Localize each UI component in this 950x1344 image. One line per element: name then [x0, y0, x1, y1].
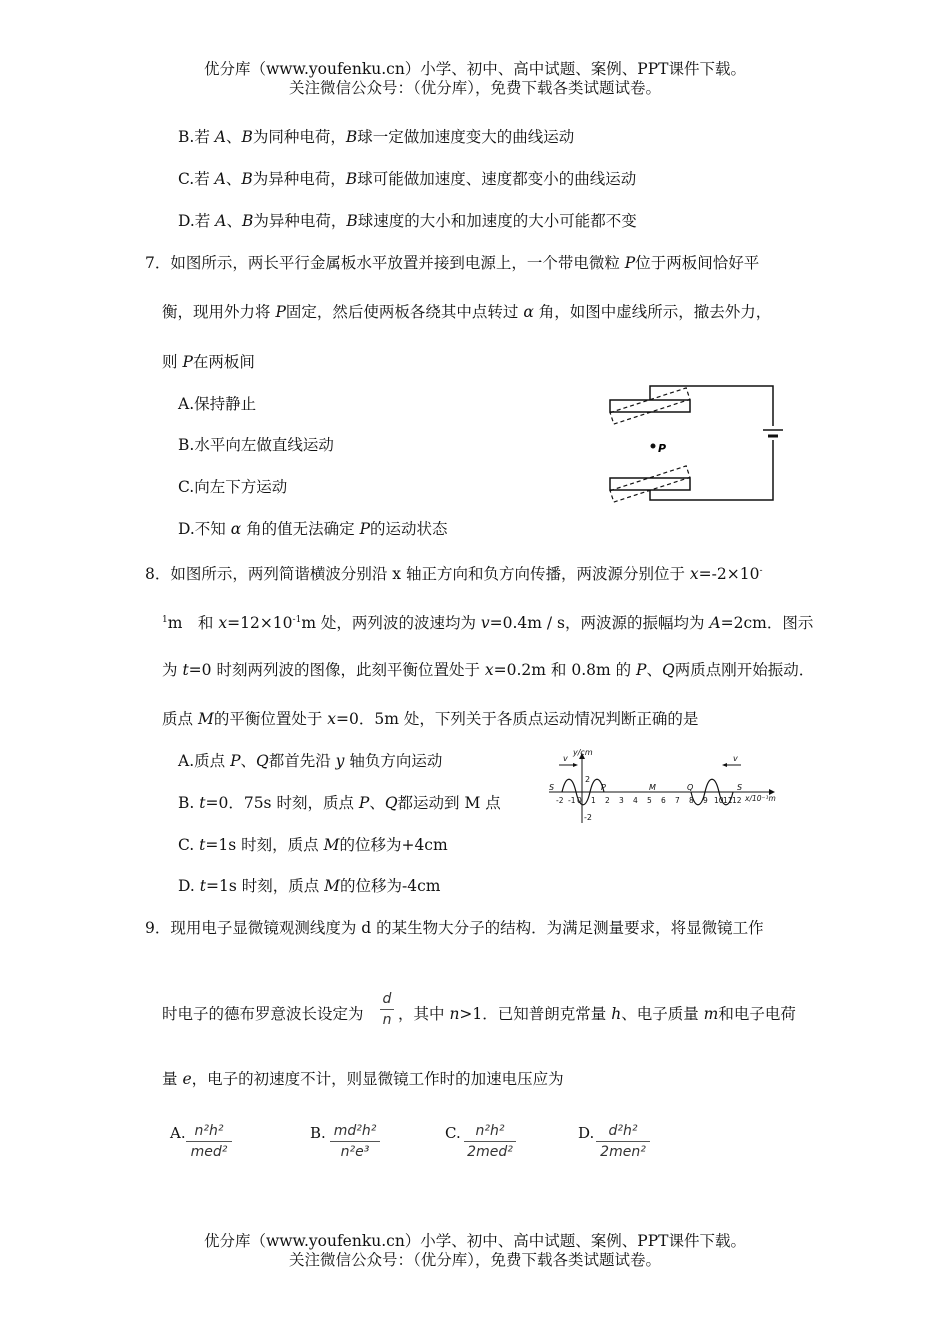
x-tick-labels [556, 796, 742, 805]
q7-stem-line2: 衡，现用外力将 P固定，然后使两板各绕其中点转过 α 角，如图中虚线所示，撤去外力， [162, 303, 772, 321]
x-axis-label: x/10⁻¹m [745, 794, 776, 803]
velocity-label-left: v [563, 754, 568, 763]
q8-option-d: D. t=1s 时刻，质点 M的位移为-4cm [178, 877, 441, 895]
point-p: P [601, 783, 606, 792]
q6-option-b: B.若 A、B为同种电荷，B球一定做加速度变大的曲线运动 [178, 128, 575, 146]
q9-option-d-label: D. [578, 1124, 595, 1142]
x-tick: 9 [703, 796, 708, 805]
q7-option-d: D.不知 α 角的值无法确定 P的运动状态 [178, 520, 448, 538]
q9-stem-line2a: 时电子的德布罗意波长设定为 [162, 1005, 364, 1023]
q8-option-b: B. t=0．75s 时刻，质点 P、Q都运动到 M 点 [178, 794, 501, 812]
q9-wavelength-fraction: d n [380, 990, 394, 1029]
x-tick: 12 [732, 796, 742, 805]
x-tick: 0 [577, 796, 582, 805]
q9-option-d-fraction: d²h² 2men² [596, 1122, 650, 1161]
particle-p [651, 444, 656, 449]
q8-stem-line4: 质点 M的平衡位置处于 x=0．5m 处，下列关于各质点运动情况判断正确的是 [162, 710, 699, 728]
q7-option-c: C.向左下方运动 [178, 478, 288, 496]
header-line-2: 关注微信公众号：（优分库），免费下载各类试题试卷。 [288, 79, 661, 97]
x-tick: 10 [714, 796, 724, 805]
x-tick: 4 [633, 796, 638, 805]
x-tick: 5 [647, 796, 652, 805]
top-plate [610, 400, 690, 412]
x-tick: 1 [591, 796, 596, 805]
point-s-left: S [549, 783, 555, 792]
q9-option-c-fraction: n²h² 2med² [464, 1122, 516, 1161]
bottom-wire [650, 440, 773, 500]
q6-option-c: C.若 A、B为异种电荷，B球可能做加速度、速度都变小的曲线运动 [178, 170, 637, 188]
y-axis-label: y/cm [573, 748, 593, 757]
x-tick: 7 [675, 796, 680, 805]
q9-stem-line1: 9．现用电子显微镜观测线度为 d 的某生物大分子的结构．为满足测量要求，将显微镜工作 [145, 919, 764, 937]
footer-line-1: 优分库（www.youfenku.cn）小学、初中、高中试题、案例、PPT课件下载。 [203, 1232, 747, 1250]
q6-option-d: D.若 A、B为异种电荷，B球速度的大小和加速度的大小可能都不变 [178, 212, 637, 230]
y-tick-2: 2 [585, 775, 591, 784]
q9-option-c-label: C. [445, 1124, 461, 1142]
x-tick: -1 [568, 796, 576, 805]
q9-option-a-label: A. [170, 1124, 186, 1142]
q8-option-c: C. t=1s 时刻，质点 M的位移为+4cm [178, 836, 448, 854]
point-m: M [649, 783, 656, 792]
bottom-plate [610, 478, 690, 490]
footer-line-2: 关注微信公众号：（优分库），免费下载各类试题试卷。 [288, 1251, 661, 1269]
q9-option-b-label: B. [310, 1124, 326, 1142]
point-s-right: S [737, 783, 743, 792]
q9-stem-line3: 量 e，电子的初速度不计，则显微镜工作时的加速电压应为 [162, 1070, 564, 1088]
x-tick: 3 [619, 796, 624, 805]
particle-p-label: P [658, 442, 667, 455]
q8-stem-line1: 8．如图所示，两列简谐横波分别沿 x 轴正方向和负方向传播，两波源分别位于 x=-2×10- [145, 565, 763, 584]
point-q: Q [687, 783, 694, 792]
x-tick: 6 [661, 796, 666, 805]
q7-capacitor-figure [605, 378, 785, 508]
q7-option-a: A.保持静止 [178, 395, 257, 413]
q8-option-a: A.质点 P、Q都首先沿 y 轴负方向运动 [178, 752, 443, 770]
q9-option-b-fraction: md²h² n²e³ [330, 1122, 380, 1161]
q8-wave-figure [545, 747, 785, 827]
velocity-label-right: v [733, 754, 738, 763]
x-tick: 2 [605, 796, 610, 805]
x-tick: -2 [556, 796, 564, 805]
q8-stem-line3: 为 t=0 时刻两列波的图像，此刻平衡位置处于 x=0.2m 和 0.8m 的 P、Q两质点刚开始振动． [162, 661, 815, 679]
q8-stem-line2: $^1$m 和 $x=12\times 10^{-1}m$ 处，两列波的波速均为 v=0.4m / s，两波源的振幅均为 A=2cm．图示 [162, 614, 814, 633]
q7-stem-line1: 7．如图所示，两长平行金属板水平放置并接到电源上，一个带电微粒 P位于两板间恰好平 [145, 254, 760, 272]
y-tick-neg2: -2 [584, 813, 592, 822]
header-line-1: 优分库（www.youfenku.cn）小学、初中、高中试题、案例、PPT课件下载。 [203, 60, 747, 78]
q7-option-b: B.水平向左做直线运动 [178, 436, 334, 454]
x-tick: 8 [689, 796, 694, 805]
q9-option-a-fraction: n²h² med² [186, 1122, 232, 1161]
q7-stem-line3: 则 P在两板间 [162, 353, 255, 371]
x-tick: 11 [723, 796, 733, 805]
q9-stem-line2b: ，其中 n>1．已知普朗克常量 h、电子质量 m和电子电荷 [398, 1005, 796, 1023]
